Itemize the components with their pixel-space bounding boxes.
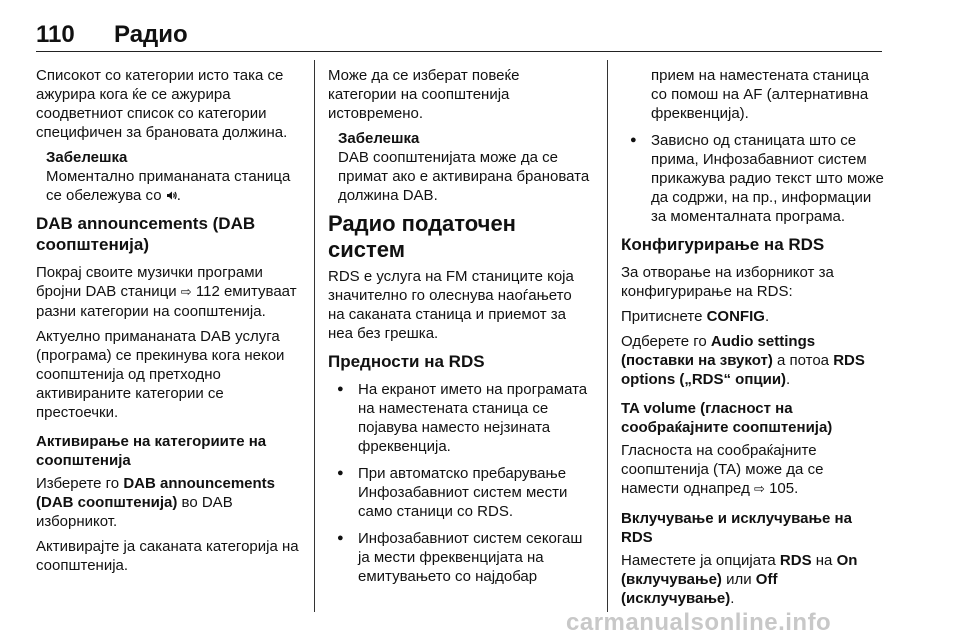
menu-item-label: RDS options („RDS“ опции) xyxy=(621,352,865,388)
column-divider-2 xyxy=(607,60,608,612)
text: во DAB изборникот. xyxy=(36,494,233,530)
text: Наместете ја опцијата xyxy=(621,552,780,569)
text: . xyxy=(794,480,799,497)
option-label: On (вклучување) xyxy=(621,552,858,588)
page-number: 110 xyxy=(36,21,75,48)
option-label: RDS xyxy=(779,552,812,569)
note-text: Моментално примананата станица се обележува со xyxy=(46,168,291,204)
option-label: Off (исклучување) xyxy=(621,571,778,607)
rds-paragraph: RDS е услуга на FM станиците која значително го олеснува наоѓањето на саканата станица и приемот за неа без грешка. xyxy=(328,268,574,342)
note-text: DAB соопштенијата може да се примат ако е активирана брановата должина DAB. xyxy=(338,149,590,204)
column-divider-1 xyxy=(314,60,315,612)
text: Покрај своите музички програми бројни DAB станици xyxy=(36,264,263,300)
dab-paragraph-1 xyxy=(36,263,300,321)
subheading-activate: Активирање на категориите на соопштенија xyxy=(36,433,267,469)
column-2 xyxy=(328,66,592,592)
text: а потоа xyxy=(772,352,834,369)
menu-item-label: Audio settings (поставки на звукот) xyxy=(621,333,816,369)
section-heading-rds: Радио податочен систем xyxy=(328,211,516,262)
advantages-list xyxy=(328,380,592,586)
speaker-icon xyxy=(166,190,177,201)
page-title: Радио xyxy=(114,21,188,48)
multi-category-paragraph: Може да се изберат повеќе категории на соопштенија истовремено. xyxy=(328,67,520,122)
text: Одберете го xyxy=(621,333,711,350)
text: Изберете го xyxy=(36,475,124,492)
ta-paragraph xyxy=(621,441,885,499)
configure-paragraph-2 xyxy=(621,307,885,326)
text: или xyxy=(721,571,756,588)
header-divider xyxy=(36,51,882,52)
section-heading-configure: Конфигурирање на RDS xyxy=(621,235,825,254)
text: . xyxy=(786,371,791,388)
column-1 xyxy=(36,66,300,581)
page-reference-arrow-icon: ⇨ xyxy=(754,482,765,497)
button-label: CONFIG xyxy=(706,308,765,325)
column-3 xyxy=(621,66,885,614)
page-reference[interactable]: 112 xyxy=(195,283,220,300)
list-item: ● На екранот името на програмата на наместената станица се појавува наместо нејзината фреквенција. xyxy=(328,380,592,456)
text: на xyxy=(811,552,837,569)
watermark: carmanualsonline.info xyxy=(566,609,832,636)
subheading-advantages: Предности на RDS xyxy=(328,352,485,371)
note-heading: Забелешка xyxy=(46,149,128,166)
configure-paragraph-1: За отворање на изборникот за конфигурирање на RDS: xyxy=(621,264,834,300)
note-box xyxy=(338,129,592,205)
list-item: ● Зависно од станицата што се прима, Инфозабавниот систем прикажува радио текст што може да содржи, на пр., информации за моменталната програма. xyxy=(621,131,885,226)
note-text-end: . xyxy=(176,187,181,204)
text: . xyxy=(764,308,770,325)
list-item: ● При автоматско пребарување Инфозабавниот систем мести само станици со RDS. xyxy=(328,464,592,521)
subheading-ta-volume: TA volume (гласност на сообраќајните соопштенија) xyxy=(621,400,833,436)
menu-item-label: DAB announcements (DAB соопштенија) xyxy=(36,475,275,511)
rds-on-off-paragraph xyxy=(621,551,885,608)
list-item: ● Инфозабавниот систем секогаш ја мести фреквенцијата на емитувањето со најдобар xyxy=(328,529,592,586)
text: Притиснете xyxy=(621,308,707,325)
configure-paragraph-3 xyxy=(621,332,885,389)
page-reference[interactable]: 105 xyxy=(769,480,795,497)
activate-paragraph-2: Активирајте ја саканата категорија на соопштенија. xyxy=(36,538,299,574)
note-box xyxy=(46,148,300,205)
text: емитуваат разни категории на соопштенија. xyxy=(36,283,297,320)
text: . xyxy=(730,590,735,607)
note-heading: Забелешка xyxy=(338,130,420,147)
advantages-list-continued xyxy=(621,131,885,226)
text: Гласноста на сообраќајните соопштенија (TA) може да се намести однапред xyxy=(621,442,824,497)
subheading-rds-on-off: Вклучување и исклучување на RDS xyxy=(621,510,852,546)
dab-paragraph-2: Актуелно примананата DAB услуга (програма) се прекинува кога некои соопштенија од претходно активираните категории се престоечки. xyxy=(36,328,285,421)
activate-paragraph-1 xyxy=(36,474,300,531)
intro-paragraph: Списокот со категории исто така се ажурира кога ќе се ажурира соодветниот список со категории специфичен за брановата должина. xyxy=(36,67,288,141)
section-heading-dab: DAB announcements (DAB соопштенија) xyxy=(36,214,256,254)
list-item-continuation: прием на наместената станица со помош на AF (алтернативна фреквенција). xyxy=(651,67,869,122)
page-reference-arrow-icon: ⇨ xyxy=(180,285,192,300)
